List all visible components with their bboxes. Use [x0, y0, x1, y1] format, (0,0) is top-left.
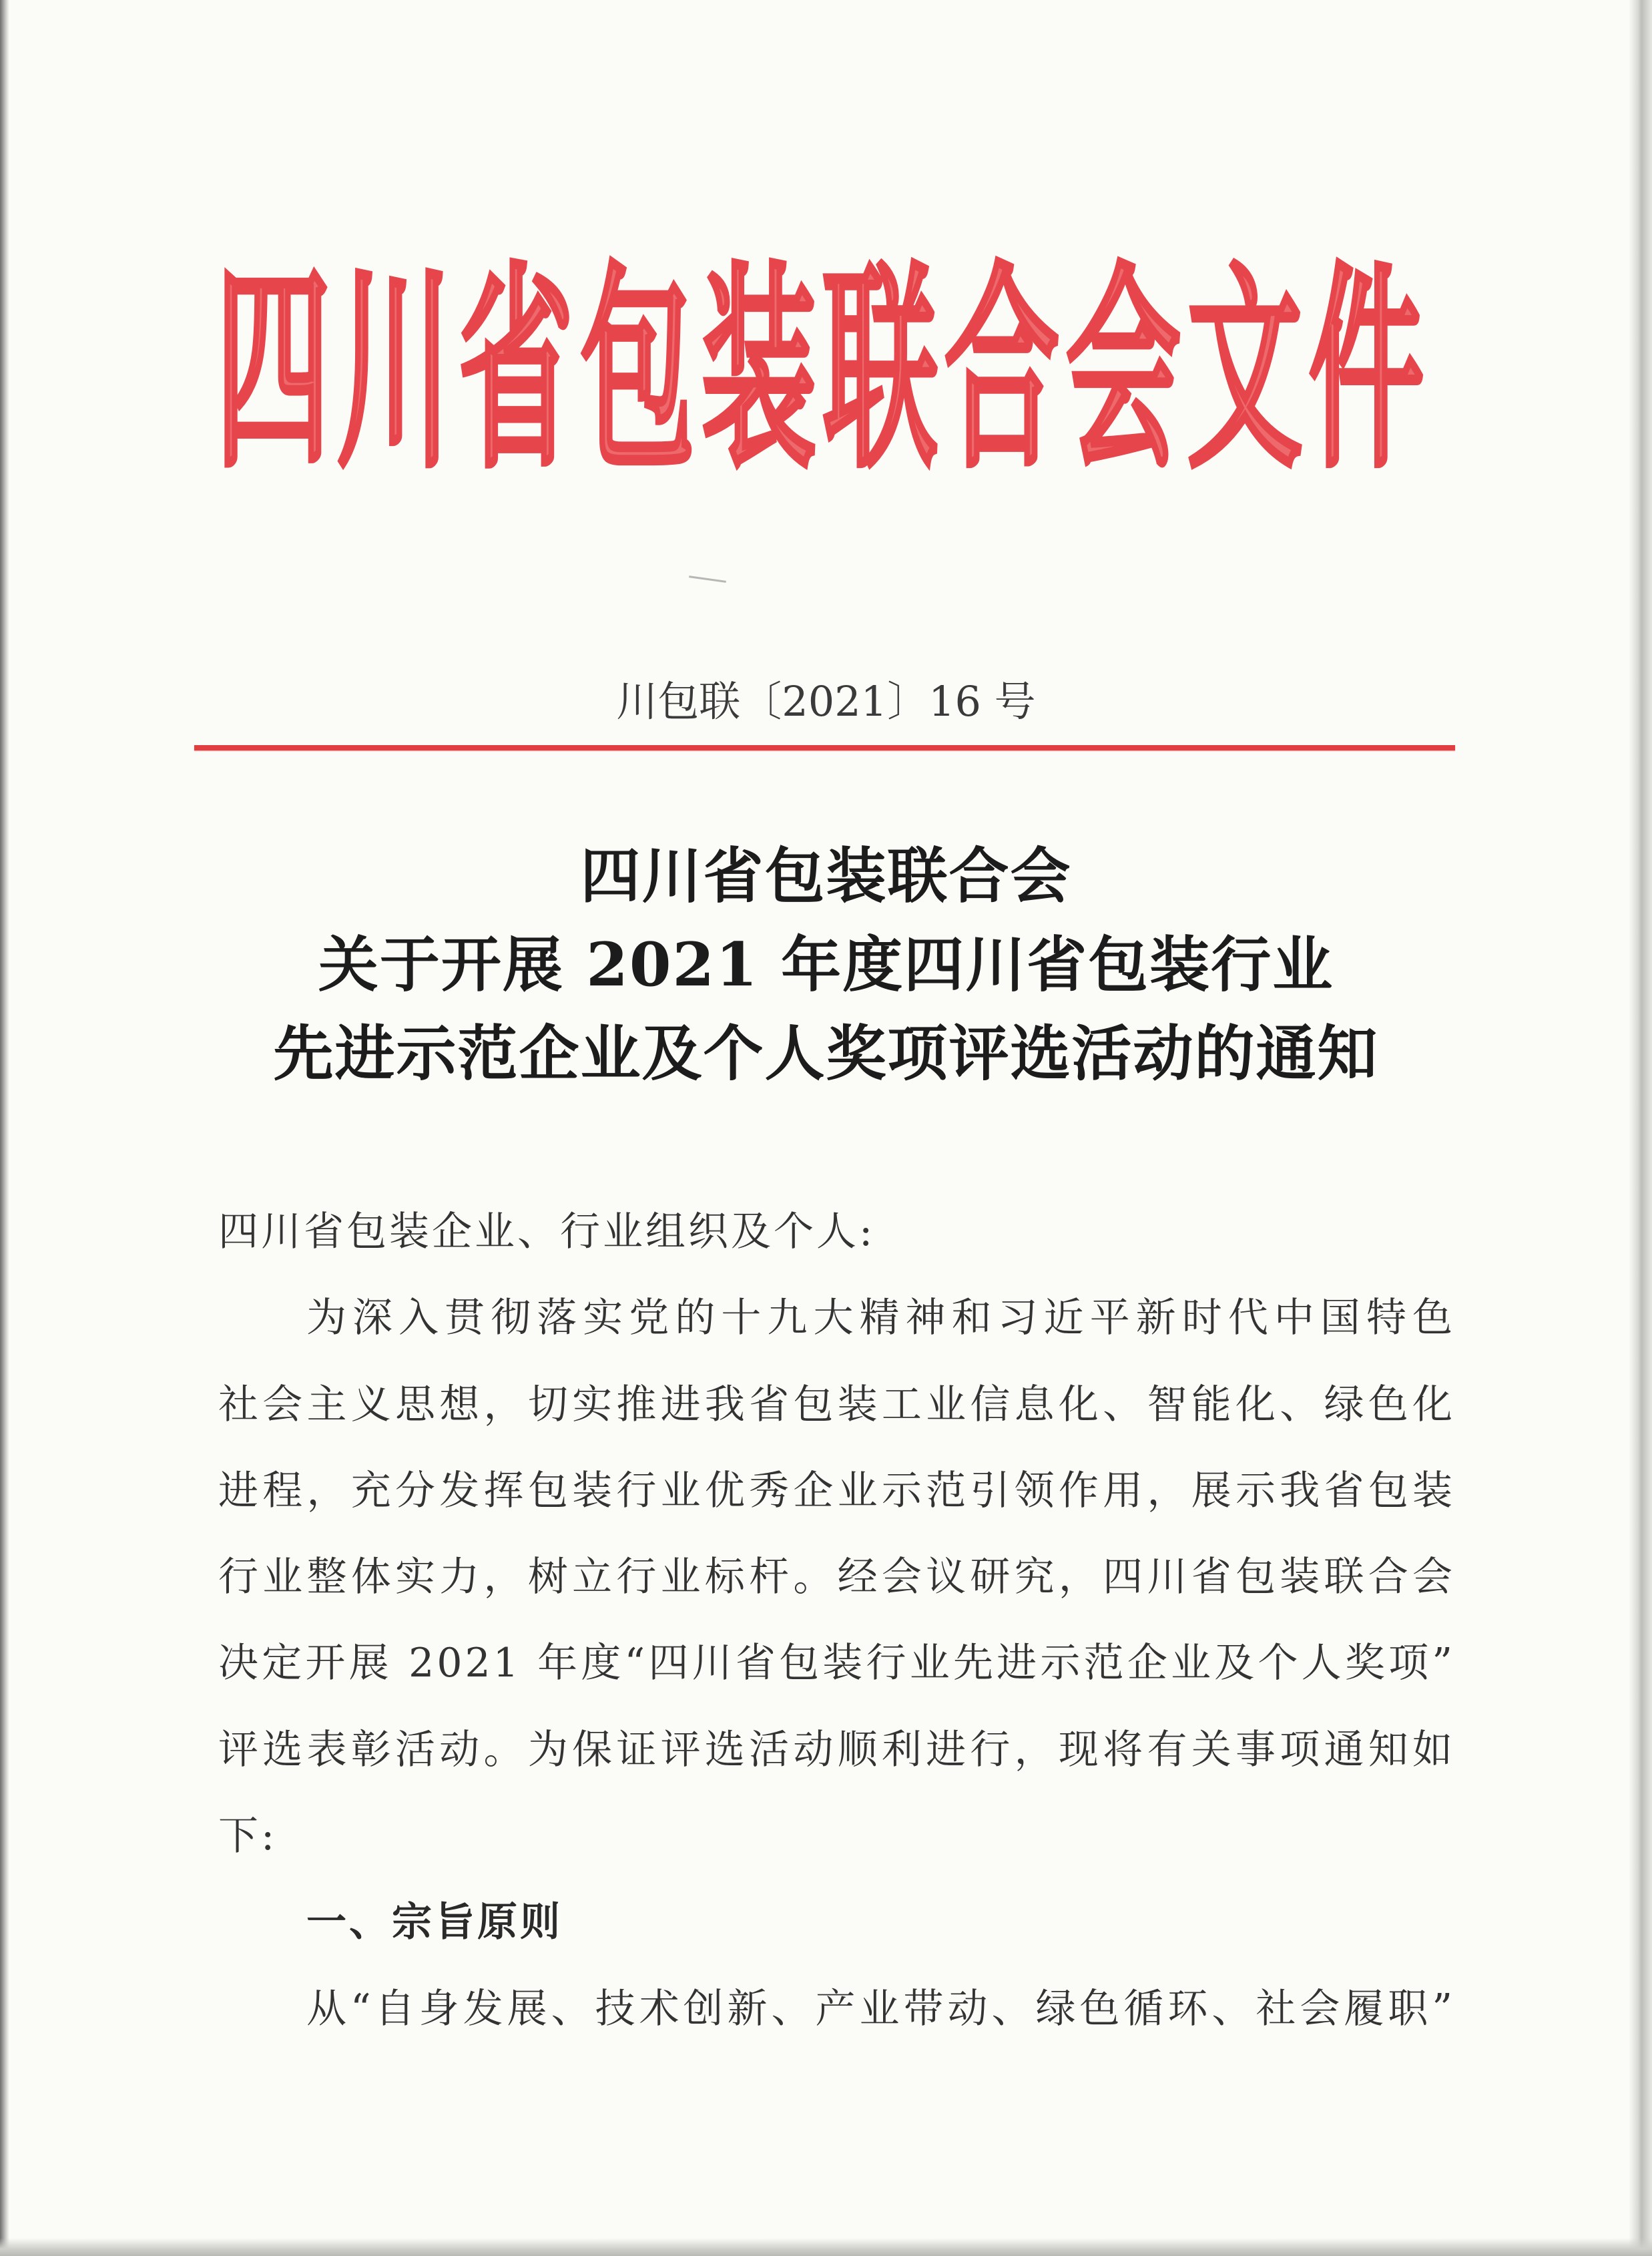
notice-title-line-1: 四川省包装联合会: [580, 841, 1072, 911]
body-line: 进程，充分发挥包装行业优秀企业示范引领作用，展示我省包装: [218, 1467, 1455, 1514]
red-divider-line: [194, 745, 1455, 750]
scan-edge-left: [0, 0, 9, 2256]
scan-mark: [689, 576, 726, 583]
notice-title-line-2: 关于开展 2021 年度四川省包装行业: [318, 929, 1334, 1000]
notice-title: [0, 832, 1652, 1098]
body-line: 评选表彰活动。为保证评选活动顺利进行，现将有关事项通知如: [218, 1726, 1455, 1773]
document-number: 川包联〔2021〕16 号: [616, 677, 1036, 726]
section-body-line: 从“自身发展、技术创新、产业带动、绿色循环、社会履职”: [306, 1985, 1455, 2032]
document-header-title: 四川省包装联合会文件: [216, 240, 1424, 498]
body-line: 为深入贯彻落实党的十九大精神和习近平新时代中国特色: [306, 1295, 1455, 1342]
scan-edge-bottom: [0, 2238, 1652, 2256]
salutation: 四川省包装企业、行业组织及个人:: [218, 1208, 876, 1255]
body-line: 社会主义思想，切实推进我省包装工业信息化、智能化、绿色化: [218, 1381, 1455, 1428]
notice-title-line-3: 先进示范企业及个人奖项评选活动的通知: [273, 1018, 1379, 1089]
body-line: 下:: [218, 1813, 278, 1860]
body-line: 决定开展 2021 年度“四川省包装行业先进示范企业及个人奖项”: [218, 1640, 1455, 1687]
body-line: 行业整体实力，树立行业标杆。经会议研究，四川省包装联合会: [218, 1554, 1455, 1601]
document-body: [218, 1189, 1455, 2052]
scan-edge-right: [1629, 0, 1652, 2256]
section-heading: 一、宗旨原则: [306, 1899, 563, 1946]
